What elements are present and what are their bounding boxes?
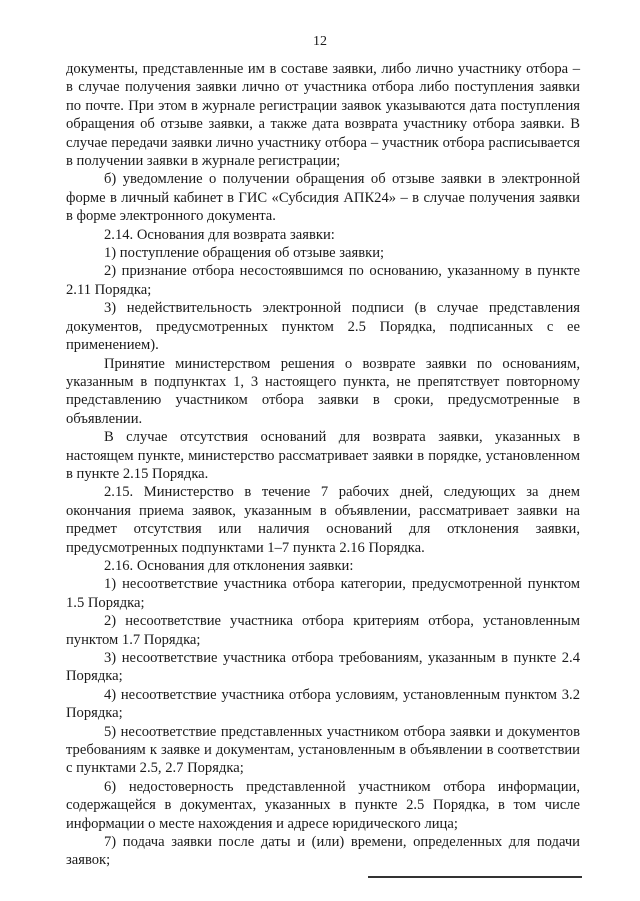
list-item: 2) несоответствие участника отбора критериям отбора, установленным пунктом 1.7 Порядка;	[66, 613, 580, 648]
paragraph: документы, представленные им в составе заявки, либо лично участнику отбора – в случае получения заявки лично от участника отбора либо поступления заявки по почте. При этом в журнале регистрации заявок указываются дата поступления обращения об отзыве заявки, а также дата возврата участнику отбора заявки. В случае передачи заявки лично участнику отбора – участник отбора расписывается в получении заявки в журнале регистрации;	[66, 61, 580, 170]
list-item: 3) недействительность электронной подписи (в случае представления документов, предусмотренных пунктом 2.5 Порядка, подписанных с ее применением).	[66, 300, 580, 354]
section-heading: 2.16. Основания для отклонения заявки:	[104, 557, 354, 574]
page-number: 12	[313, 34, 327, 49]
document-body	[66, 60, 580, 870]
section-heading: 2.14. Основания для возврата заявки:	[104, 226, 335, 243]
section-paragraph: 2.15. Министерство в течение 7 рабочих дней, следующих за днем окончания приема заявок, указанным в объявлении, рассматривает заявки на предмет отсутствия или наличия оснований для отклонения заявки, предусмотренных подпунктами 1–7 пункта 2.16 Порядка.	[66, 484, 580, 556]
paragraph: б) уведомление о получении обращения об отзыве заявки в электронной форме в личный кабинет в ГИС «Субсидия АПК24» – в случае получения заявки в форме электронного документа.	[66, 171, 580, 225]
list-item: 7) подача заявки после даты и (или) времени, определенных для подачи заявок;	[66, 834, 580, 869]
list-item: 6) недостоверность представленной участником отбора информации, содержащейся в документах, указанных в пункте 2.5 Порядка, в том числе информации о месте нахождения и адресе юридического лица;	[66, 778, 580, 832]
paragraph: Принятие министерством решения о возврате заявки по основаниям, указанным в подпунктах 1, 3 настоящего пункта, не препятствует повторному представлению участником отбора заявки в сроки, предусмотренные в объявлении.	[66, 355, 580, 427]
footer-divider	[368, 876, 582, 878]
list-item: 2) признание отбора несостоявшимся по основанию, указанному в пункте 2.11 Порядка;	[66, 263, 580, 298]
list-item: 4) несоответствие участника отбора условиям, установленным пунктом 3.2 Порядка;	[66, 686, 580, 722]
list-item: 1) поступление обращения об отзыве заявки;	[104, 245, 385, 262]
list-item: 3) несоответствие участника отбора требованиям, указанным в пункте 2.4 Порядка;	[66, 650, 580, 685]
paragraph: В случае отсутствия оснований для возврата заявки, указанных в настоящем пункте, министерство рассматривает заявки в порядке, установленном в пункте 2.15 Порядка.	[66, 429, 580, 482]
list-item: 5) несоответствие представленных участником отбора заявки и документов требованиям к заявке и документам, установленным в объявлении в соответствии с пунктами 2.5, 2.7 Порядка;	[66, 723, 580, 777]
list-item: 1) несоответствие участника отбора категории, предусмотренной пунктом 1.5 Порядка;	[66, 576, 580, 611]
